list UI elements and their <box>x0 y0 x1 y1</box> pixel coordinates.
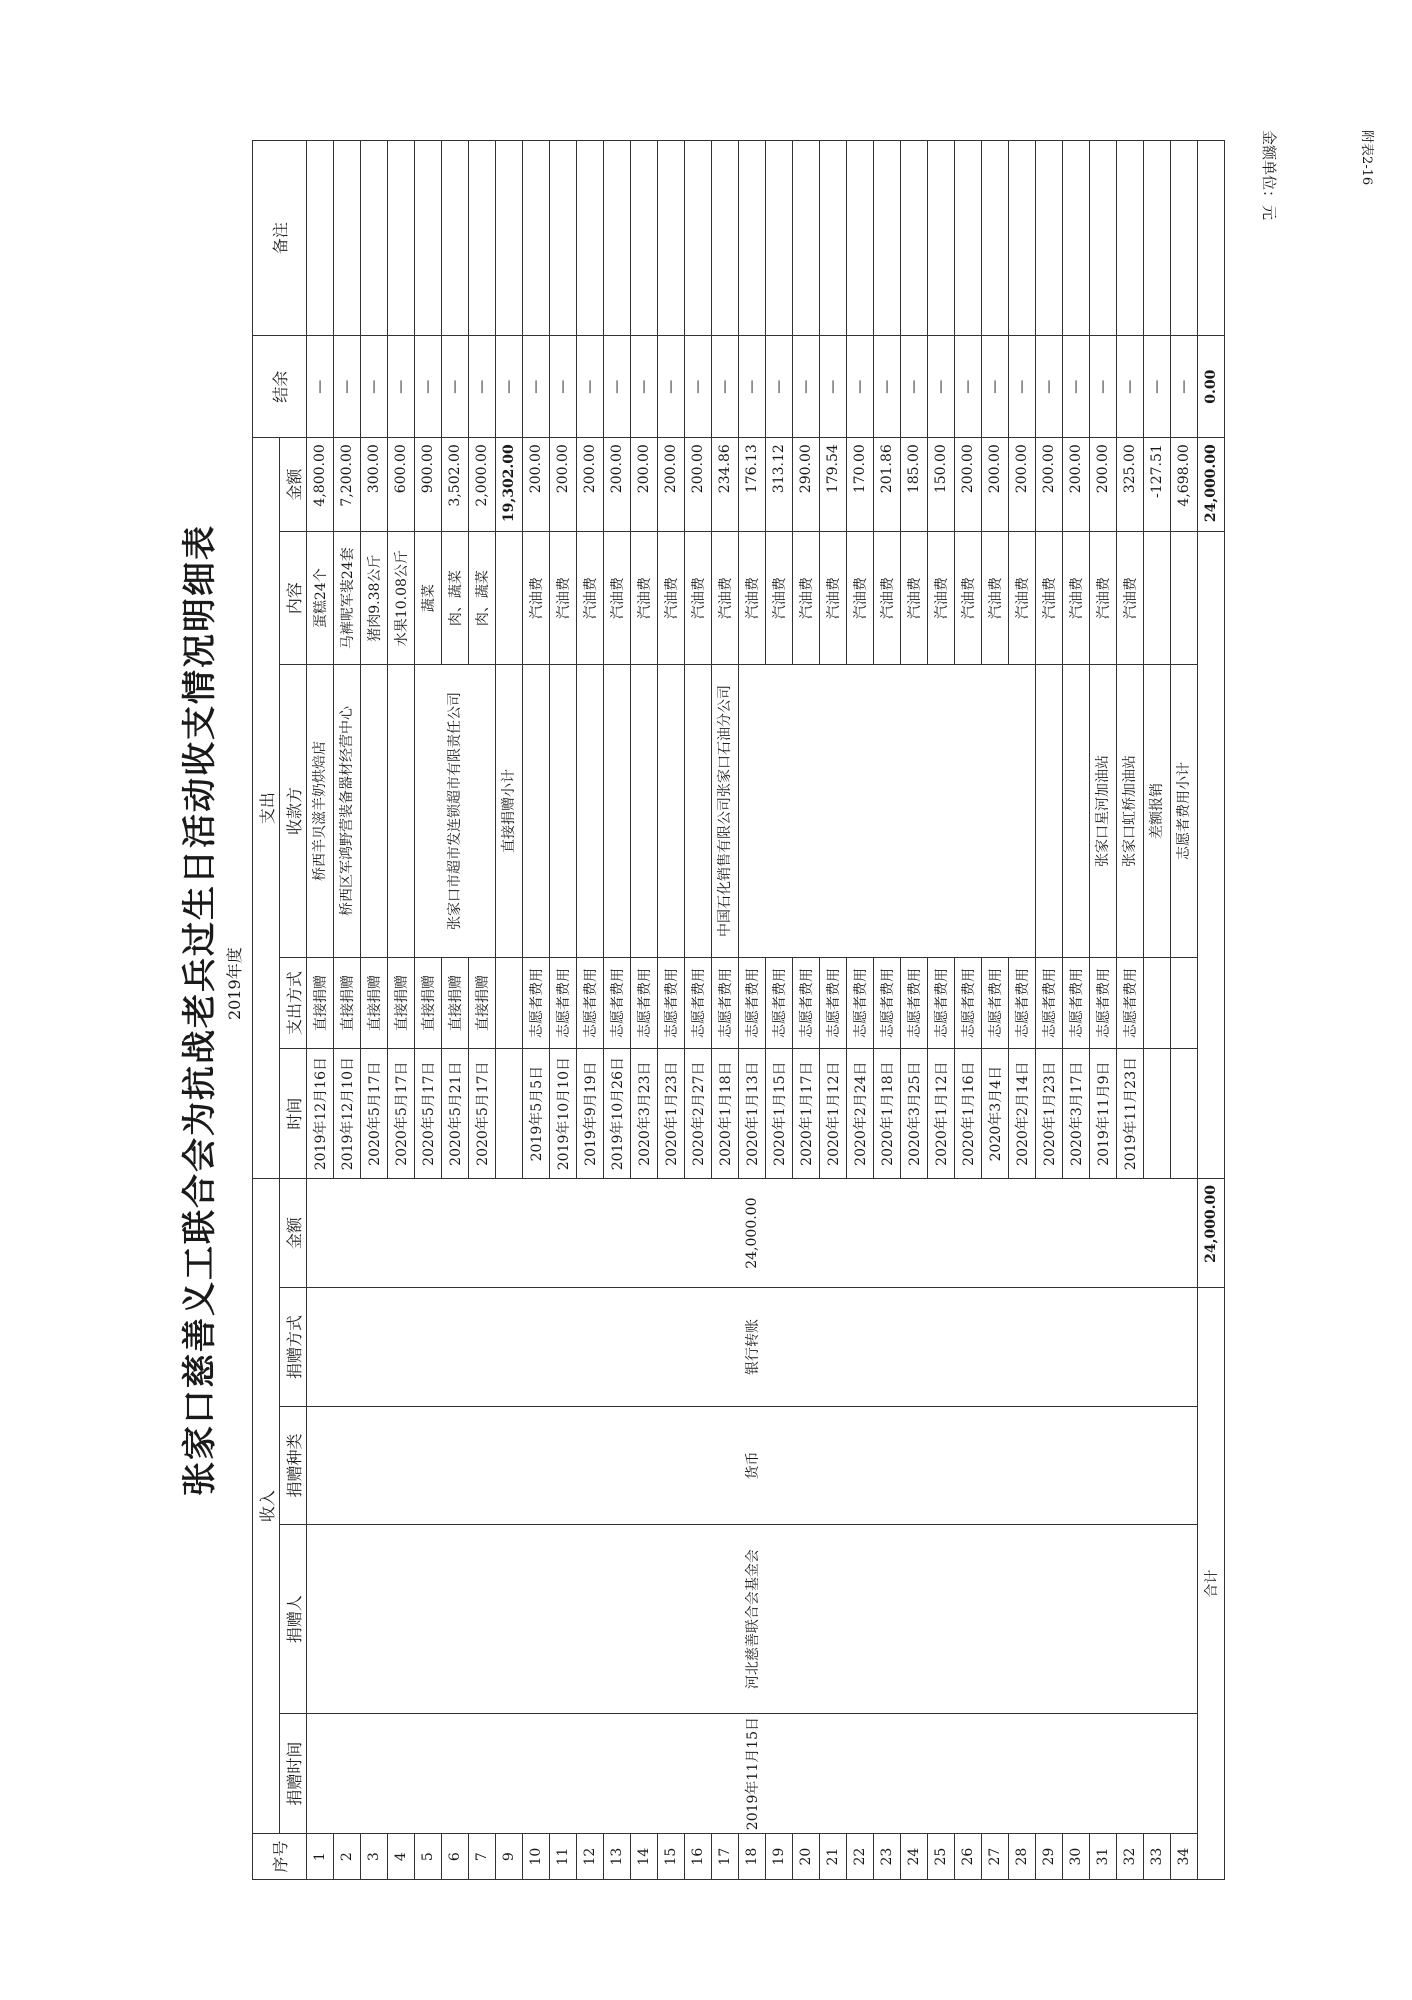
balance-cell: — <box>712 336 739 438</box>
time-cell: 2019年10月26日 <box>604 1049 631 1179</box>
time-cell: 2020年1月17日 <box>793 1049 820 1179</box>
seq-cell: 12 <box>577 1834 604 1880</box>
seq-cell: 32 <box>1117 1834 1144 1880</box>
total-remark-cell <box>1198 141 1225 336</box>
pay-method-cell: 志愿者费用 <box>1090 957 1117 1049</box>
payee-cell: 桥西羊贝滋羊奶烘焙店 <box>307 665 334 958</box>
seq-cell: 24 <box>901 1834 928 1880</box>
amount-unit: 金额单位：元 <box>1260 130 1278 221</box>
seq-cell: 18 <box>739 1834 766 1880</box>
balance-cell: — <box>523 336 550 438</box>
content-cell: 汽油费 <box>658 532 685 665</box>
expense-amount-cell: 200.00 <box>1090 438 1117 532</box>
time-cell: 2020年2月27日 <box>685 1049 712 1179</box>
time-cell <box>1171 1049 1198 1179</box>
pay-method-cell <box>1144 957 1171 1049</box>
payee-cell: 张家口虹桥加油站 <box>1117 665 1144 958</box>
seq-cell: 34 <box>1171 1834 1198 1880</box>
income-type-cell: 货币 <box>307 1406 1198 1525</box>
seq-cell: 10 <box>523 1834 550 1880</box>
balance-cell: — <box>1009 336 1036 438</box>
pay-method-cell: 志愿者费用 <box>523 957 550 1049</box>
payee-cell: 差额报销 <box>1144 665 1171 958</box>
time-cell: 2020年1月12日 <box>928 1049 955 1179</box>
balance-cell: — <box>766 336 793 438</box>
content-cell: 汽油费 <box>1117 532 1144 665</box>
expense-amount-cell: 4,800.00 <box>307 438 334 532</box>
seq-cell: 29 <box>1036 1834 1063 1880</box>
total-label-cell: 合计 <box>1198 1288 1225 1880</box>
content-cell: 汽油费 <box>685 532 712 665</box>
pay-method-cell: 直接捐赠 <box>469 957 496 1049</box>
seq-cell: 3 <box>361 1834 388 1880</box>
donor-header: 捐赠人 <box>280 1525 307 1714</box>
content-cell: 汽油费 <box>1063 532 1090 665</box>
content-cell: 汽油费 <box>820 532 847 665</box>
time-cell: 2020年1月16日 <box>955 1049 982 1179</box>
remark-cell <box>604 141 631 336</box>
remark-cell <box>361 141 388 336</box>
pay-method-cell: 志愿者费用 <box>1036 957 1063 1049</box>
payee-cell: 张家口星河加油站 <box>1090 665 1117 958</box>
expense-amount-cell: 313.12 <box>766 438 793 532</box>
expense-amount-cell: 325.00 <box>1117 438 1144 532</box>
pay-method-cell: 志愿者费用 <box>577 957 604 1049</box>
pay-method-cell: 志愿者费用 <box>658 957 685 1049</box>
pay-method-cell <box>1171 957 1198 1049</box>
time-cell: 2019年11月9日 <box>1090 1049 1117 1179</box>
balance-cell: — <box>658 336 685 438</box>
total-balance-cell: 0.00 <box>1198 336 1225 438</box>
remark-cell <box>415 141 442 336</box>
pay-method-cell: 志愿者费用 <box>550 957 577 1049</box>
payee-cell: 中国石化销售有限公司张家口石油分公司 <box>712 665 739 958</box>
remark-cell <box>874 141 901 336</box>
expense-amount-cell: -127.51 <box>1144 438 1171 532</box>
time-cell: 2020年1月12日 <box>820 1049 847 1179</box>
remark-cell <box>496 141 523 336</box>
remark-cell <box>1036 141 1063 336</box>
remark-header: 备注 <box>253 141 307 336</box>
expense-amount-cell: 200.00 <box>577 438 604 532</box>
content-cell: 汽油费 <box>1090 532 1117 665</box>
expense-amount-cell: 4,698.00 <box>1171 438 1198 532</box>
balance-cell: — <box>901 336 928 438</box>
balance-cell: — <box>847 336 874 438</box>
content-cell: 汽油费 <box>1036 532 1063 665</box>
balance-cell: — <box>685 336 712 438</box>
time-cell: 2020年1月18日 <box>712 1049 739 1179</box>
pay-method-cell: 志愿者费用 <box>766 957 793 1049</box>
time-cell: 2020年1月15日 <box>766 1049 793 1179</box>
total-expense-amount-cell: 24,000.00 <box>1198 438 1225 532</box>
pay-method-cell: 志愿者费用 <box>874 957 901 1049</box>
expense-amount-cell: 200.00 <box>604 438 631 532</box>
content-cell <box>1171 532 1198 665</box>
time-cell: 2020年3月17日 <box>1063 1049 1090 1179</box>
content-cell: 汽油费 <box>577 532 604 665</box>
payee-cell <box>604 665 631 958</box>
seq-cell: 1 <box>307 1834 334 1880</box>
content-cell: 汽油费 <box>874 532 901 665</box>
content-cell: 猪肉9.38公斤 <box>361 532 388 665</box>
seq-cell: 17 <box>712 1834 739 1880</box>
expense-amount-cell: 179.54 <box>820 438 847 532</box>
time-cell: 2020年5月21日 <box>442 1049 469 1179</box>
content-cell: 肉、蔬菜 <box>442 532 469 665</box>
expense-amount-cell: 150.00 <box>928 438 955 532</box>
pay-method-cell: 志愿者费用 <box>712 957 739 1049</box>
content-cell: 汽油费 <box>550 532 577 665</box>
seq-cell: 30 <box>1063 1834 1090 1880</box>
payee-cell <box>361 665 388 958</box>
content-cell: 汽油费 <box>928 532 955 665</box>
balance-cell: — <box>496 336 523 438</box>
total-income-amount-cell: 24,000.00 <box>1198 1178 1225 1287</box>
balance-cell: — <box>577 336 604 438</box>
pay-method-cell: 志愿者费用 <box>1009 957 1036 1049</box>
expense-amount-cell: 234.86 <box>712 438 739 532</box>
pay-method-cell: 志愿者费用 <box>739 957 766 1049</box>
income-time-cell: 2019年11月15日 <box>307 1713 1198 1833</box>
content-cell: 水果10.08公斤 <box>388 532 415 665</box>
time-cell: 2020年5月17日 <box>415 1049 442 1179</box>
content-cell: 汽油费 <box>793 532 820 665</box>
expense-amount-cell: 200.00 <box>631 438 658 532</box>
time-cell: 2020年1月13日 <box>739 1049 766 1179</box>
seq-header: 序号 <box>253 1834 307 1880</box>
remark-cell <box>442 141 469 336</box>
pay-method-cell: 志愿者费用 <box>928 957 955 1049</box>
content-cell: 汽油费 <box>1009 532 1036 665</box>
payee-cell: 桥西区军鸿野营装备器材经营中心 <box>334 665 361 958</box>
seq-cell: 11 <box>550 1834 577 1880</box>
remark-cell <box>577 141 604 336</box>
balance-cell: — <box>631 336 658 438</box>
balance-header: 结余 <box>253 336 307 438</box>
remark-cell <box>955 141 982 336</box>
expense-amount-cell: 900.00 <box>415 438 442 532</box>
pay-method-header: 支出方式 <box>280 957 307 1049</box>
pay-method-cell: 直接捐赠 <box>442 957 469 1049</box>
time-cell: 2020年2月24日 <box>847 1049 874 1179</box>
content-cell: 汽油费 <box>604 532 631 665</box>
income-method-cell: 银行转账 <box>307 1288 1198 1407</box>
remark-cell <box>793 141 820 336</box>
seq-cell: 13 <box>604 1834 631 1880</box>
expense-amount-cell: 200.00 <box>955 438 982 532</box>
fiscal-year: 2019年度 <box>225 947 244 1020</box>
balance-cell: — <box>874 336 901 438</box>
payee-header: 收款方 <box>280 665 307 958</box>
page-title: 张家口慈善义工联合会为抗战老兵过生日活动收支情况明细表 <box>180 524 220 1496</box>
content-cell: 汽油费 <box>766 532 793 665</box>
time-cell: 2020年1月23日 <box>658 1049 685 1179</box>
payee-cell <box>523 665 550 958</box>
time-cell: 2020年5月17日 <box>388 1049 415 1179</box>
balance-cell: — <box>793 336 820 438</box>
remark-cell <box>901 141 928 336</box>
remark-cell <box>388 141 415 336</box>
content-cell: 汽油费 <box>847 532 874 665</box>
content-cell: 汽油费 <box>982 532 1009 665</box>
remark-cell <box>334 141 361 336</box>
time-cell: 2019年5月5日 <box>523 1049 550 1179</box>
table-body <box>307 141 1225 1880</box>
remark-cell <box>982 141 1009 336</box>
seq-cell: 6 <box>442 1834 469 1880</box>
remark-cell <box>820 141 847 336</box>
balance-cell: — <box>1036 336 1063 438</box>
pay-method-cell: 志愿者费用 <box>793 957 820 1049</box>
seq-cell: 7 <box>469 1834 496 1880</box>
seq-cell: 2 <box>334 1834 361 1880</box>
balance-cell: — <box>1117 336 1144 438</box>
content-cell: 蛋糕24个 <box>307 532 334 665</box>
balance-cell: — <box>928 336 955 438</box>
balance-cell: — <box>388 336 415 438</box>
payee-cell <box>550 665 577 958</box>
content-cell: 汽油费 <box>955 532 982 665</box>
seq-cell: 14 <box>631 1834 658 1880</box>
donate-time-header: 捐赠时间 <box>280 1713 307 1833</box>
time-cell: 2019年10月10日 <box>550 1049 577 1179</box>
payee-cell: 张家口市超市发连锁超市有限责任公司 <box>415 665 496 958</box>
pay-method-cell: 志愿者费用 <box>1117 957 1144 1049</box>
payee-cell <box>631 665 658 958</box>
pay-method-cell: 志愿者费用 <box>1063 957 1090 1049</box>
expense-amount-cell: 600.00 <box>388 438 415 532</box>
remark-cell <box>631 141 658 336</box>
payee-cell <box>658 665 685 958</box>
seq-cell: 28 <box>1009 1834 1036 1880</box>
payee-cell <box>388 665 415 958</box>
time-cell: 2020年5月17日 <box>469 1049 496 1179</box>
expense-amount-cell: 200.00 <box>1036 438 1063 532</box>
seq-cell: 27 <box>982 1834 1009 1880</box>
seq-cell: 33 <box>1144 1834 1171 1880</box>
time-cell: 2020年3月23日 <box>631 1049 658 1179</box>
seq-cell: 16 <box>685 1834 712 1880</box>
balance-cell: — <box>1090 336 1117 438</box>
income-amount-cell: 24,000.00 <box>307 1178 1198 1287</box>
balance-cell: — <box>604 336 631 438</box>
content-cell <box>496 532 523 665</box>
pay-method-cell: 志愿者费用 <box>820 957 847 1049</box>
pay-method-cell: 志愿者费用 <box>901 957 928 1049</box>
expense-amount-header: 金额 <box>280 438 307 532</box>
expense-amount-cell: 2,000.00 <box>469 438 496 532</box>
content-cell: 汽油费 <box>739 532 766 665</box>
seq-cell: 19 <box>766 1834 793 1880</box>
time-header: 时间 <box>280 1049 307 1179</box>
pay-method-cell: 志愿者费用 <box>982 957 1009 1049</box>
seq-cell: 25 <box>928 1834 955 1880</box>
time-cell: 2019年12月16日 <box>307 1049 334 1179</box>
expense-amount-cell: 200.00 <box>523 438 550 532</box>
balance-cell: — <box>550 336 577 438</box>
seq-cell: 4 <box>388 1834 415 1880</box>
content-cell: 肉、蔬菜 <box>469 532 496 665</box>
income-header: 收入 <box>253 1178 280 1833</box>
pay-method-cell: 直接捐赠 <box>361 957 388 1049</box>
time-cell: 2020年3月4日 <box>982 1049 1009 1179</box>
content-cell <box>1144 532 1171 665</box>
content-cell: 马裤呢军装24套 <box>334 532 361 665</box>
donate-type-header: 捐赠种类 <box>280 1406 307 1525</box>
remark-cell <box>1090 141 1117 336</box>
payee-cell <box>1063 665 1090 958</box>
seq-cell: 26 <box>955 1834 982 1880</box>
seq-cell: 21 <box>820 1834 847 1880</box>
remark-cell <box>307 141 334 336</box>
pay-method-cell <box>496 957 523 1049</box>
time-cell <box>1144 1049 1171 1179</box>
remark-cell <box>739 141 766 336</box>
time-cell: 2020年3月25日 <box>901 1049 928 1179</box>
remark-cell <box>1009 141 1036 336</box>
expense-amount-cell: 200.00 <box>685 438 712 532</box>
remark-cell <box>1117 141 1144 336</box>
remark-cell <box>1063 141 1090 336</box>
payee-cell: 志愿者费用小计 <box>1171 665 1198 958</box>
rotated-page <box>160 140 1220 1880</box>
time-cell: 2020年5月17日 <box>361 1049 388 1179</box>
payee-cell: 直接捐赠小计 <box>496 665 523 958</box>
remark-cell <box>523 141 550 336</box>
expense-header: 支出 <box>253 438 280 1179</box>
expense-amount-cell: 185.00 <box>901 438 928 532</box>
expense-amount-cell: 19,302.00 <box>496 438 523 532</box>
expense-amount-cell: 7,200.00 <box>334 438 361 532</box>
seq-cell: 5 <box>415 1834 442 1880</box>
expense-amount-cell: 290.00 <box>793 438 820 532</box>
pay-method-cell: 直接捐赠 <box>307 957 334 1049</box>
time-cell: 2020年2月14日 <box>1009 1049 1036 1179</box>
remark-cell <box>658 141 685 336</box>
remark-cell <box>847 141 874 336</box>
total-spacer-cell <box>1198 532 1225 1179</box>
expense-amount-cell: 200.00 <box>1063 438 1090 532</box>
balance-cell: — <box>739 336 766 438</box>
pay-method-cell: 志愿者费用 <box>685 957 712 1049</box>
balance-cell: — <box>1144 336 1171 438</box>
payee-cell <box>739 665 1036 958</box>
content-cell: 汽油费 <box>712 532 739 665</box>
balance-cell: — <box>955 336 982 438</box>
remark-cell <box>1171 141 1198 336</box>
seq-cell: 23 <box>874 1834 901 1880</box>
pay-method-cell: 志愿者费用 <box>847 957 874 1049</box>
time-cell: 2020年1月18日 <box>874 1049 901 1179</box>
remark-cell <box>712 141 739 336</box>
content-cell: 汽油费 <box>631 532 658 665</box>
expense-amount-cell: 201.86 <box>874 438 901 532</box>
pay-method-cell: 直接捐赠 <box>334 957 361 1049</box>
seq-cell: 22 <box>847 1834 874 1880</box>
seq-cell: 9 <box>496 1834 523 1880</box>
pay-method-cell: 志愿者费用 <box>604 957 631 1049</box>
expense-amount-cell: 170.00 <box>847 438 874 532</box>
expense-amount-cell: 300.00 <box>361 438 388 532</box>
content-cell: 汽油费 <box>523 532 550 665</box>
remark-cell <box>928 141 955 336</box>
income-expense-table <box>252 140 1225 1880</box>
donate-method-header: 捐赠方式 <box>280 1288 307 1407</box>
seq-cell: 20 <box>793 1834 820 1880</box>
time-cell <box>496 1049 523 1179</box>
income-amount-header: 金额 <box>280 1178 307 1287</box>
balance-cell: — <box>334 336 361 438</box>
balance-cell: — <box>469 336 496 438</box>
time-cell: 2020年1月23日 <box>1036 1049 1063 1179</box>
time-cell: 2019年11月23日 <box>1117 1049 1144 1179</box>
expense-amount-cell: 200.00 <box>1009 438 1036 532</box>
total-row <box>1198 141 1225 1880</box>
payee-cell <box>685 665 712 958</box>
balance-cell: — <box>361 336 388 438</box>
payee-cell <box>577 665 604 958</box>
pay-method-cell: 志愿者费用 <box>955 957 982 1049</box>
expense-amount-cell: 200.00 <box>982 438 1009 532</box>
seq-cell: 15 <box>658 1834 685 1880</box>
expense-amount-cell: 200.00 <box>658 438 685 532</box>
remark-cell <box>550 141 577 336</box>
income-donor-cell: 河北慈善联合会基金会 <box>307 1525 1198 1714</box>
remark-cell <box>1144 141 1171 336</box>
table-row <box>307 141 334 1880</box>
remark-cell <box>766 141 793 336</box>
time-cell: 2019年12月10日 <box>334 1049 361 1179</box>
remark-cell <box>469 141 496 336</box>
pay-method-cell: 直接捐赠 <box>388 957 415 1049</box>
payee-cell <box>1036 665 1063 958</box>
expense-amount-cell: 3,502.00 <box>442 438 469 532</box>
seq-cell: 31 <box>1090 1834 1117 1880</box>
balance-cell: — <box>820 336 847 438</box>
balance-cell: — <box>1171 336 1198 438</box>
balance-cell: — <box>982 336 1009 438</box>
pay-method-cell: 志愿者费用 <box>631 957 658 1049</box>
balance-cell: — <box>415 336 442 438</box>
remark-cell <box>685 141 712 336</box>
balance-cell: — <box>442 336 469 438</box>
balance-cell: — <box>307 336 334 438</box>
content-header: 内容 <box>280 532 307 665</box>
expense-amount-cell: 200.00 <box>550 438 577 532</box>
content-cell: 汽油费 <box>901 532 928 665</box>
expense-amount-cell: 176.13 <box>739 438 766 532</box>
content-cell: 蔬菜 <box>415 532 442 665</box>
time-cell: 2019年9月19日 <box>577 1049 604 1179</box>
annex-number: 附表2-16 <box>1359 130 1374 186</box>
pay-method-cell: 直接捐赠 <box>415 957 442 1049</box>
balance-cell: — <box>1063 336 1090 438</box>
